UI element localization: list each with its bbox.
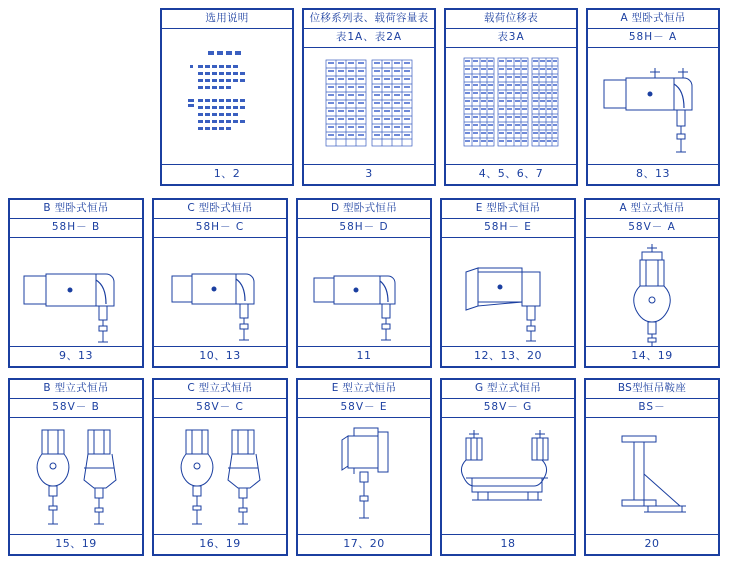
card-figure-vertical-e [298, 418, 430, 534]
card-footer: 18 [442, 534, 574, 554]
card-displacement-series-table[interactable] [302, 8, 436, 186]
card-type-d-horizontal[interactable] [296, 198, 432, 368]
card-figure-vertical-c [154, 418, 286, 534]
card-header: E 型卧式恒吊 [442, 200, 574, 219]
card-figure-vertical-g [442, 418, 574, 534]
card-selection-notes[interactable] [160, 8, 294, 186]
card-footer: 17、20 [298, 534, 430, 554]
card-subheader: 58V－ B [10, 399, 142, 418]
card-footer: 1、2 [162, 164, 292, 184]
card-header: BS型恒吊鞍座 [586, 380, 718, 399]
card-subheader: 58H－ C [154, 219, 286, 238]
card-figure-horizontal-c [154, 238, 286, 346]
card-footer: 11 [298, 346, 430, 366]
card-figure-text-block [162, 29, 292, 164]
card-header: E 型立式恒吊 [298, 380, 430, 399]
card-subheader: 表1A、表2A [304, 29, 434, 48]
card-header: A 型立式恒吊 [586, 200, 718, 219]
card-figure-vertical-b [10, 418, 142, 534]
card-type-e-horizontal[interactable] [440, 198, 576, 368]
card-subheader: 58V－ G [442, 399, 574, 418]
card-subheader: 58H－ D [298, 219, 430, 238]
card-subheader: 58V－ A [586, 219, 718, 238]
card-row-1 [160, 8, 720, 186]
card-figure-horizontal-d [298, 238, 430, 346]
card-footer: 16、19 [154, 534, 286, 554]
card-figure-saddle [586, 418, 718, 534]
card-header: 位移系列表、载荷容量表 [304, 10, 434, 29]
card-subheader: 58H－ A [588, 29, 718, 48]
card-subheader: 58V－ C [154, 399, 286, 418]
card-figure-horizontal-a [588, 48, 718, 164]
card-subheader: 表3A [446, 29, 576, 48]
card-type-c-horizontal[interactable] [152, 198, 288, 368]
card-footer: 20 [586, 534, 718, 554]
card-bs-saddle[interactable] [584, 378, 720, 556]
card-figure-tables-3 [446, 48, 576, 164]
card-header: D 型卧式恒吊 [298, 200, 430, 219]
card-header: G 型立式恒吊 [442, 380, 574, 399]
card-footer: 14、19 [586, 346, 718, 366]
card-type-g-vertical[interactable] [440, 378, 576, 556]
card-header: C 型卧式恒吊 [154, 200, 286, 219]
card-row-3 [8, 378, 720, 556]
card-footer: 8、13 [588, 164, 718, 184]
card-type-a-vertical[interactable] [584, 198, 720, 368]
card-subheader: 58H－ B [10, 219, 142, 238]
card-header: 载荷位移表 [446, 10, 576, 29]
card-header: 选用说明 [162, 10, 292, 29]
card-footer: 15、19 [10, 534, 142, 554]
card-footer: 4、5、6、7 [446, 164, 576, 184]
card-header: B 型立式恒吊 [10, 380, 142, 399]
card-type-b-horizontal[interactable] [8, 198, 144, 368]
card-header: B 型卧式恒吊 [10, 200, 142, 219]
card-figure-horizontal-e [442, 238, 574, 346]
card-footer: 12、13、20 [442, 346, 574, 366]
card-subheader: BS－ [586, 399, 718, 418]
card-row-2 [8, 198, 720, 368]
card-type-c-vertical[interactable] [152, 378, 288, 556]
card-type-e-vertical[interactable] [296, 378, 432, 556]
card-header: C 型立式恒吊 [154, 380, 286, 399]
card-figure-horizontal-b [10, 238, 142, 346]
card-footer: 10、13 [154, 346, 286, 366]
card-type-b-vertical[interactable] [8, 378, 144, 556]
card-footer: 3 [304, 164, 434, 184]
card-figure-tables-2 [304, 48, 434, 164]
card-load-displacement-table[interactable] [444, 8, 578, 186]
card-type-a-horizontal[interactable] [586, 8, 720, 186]
card-figure-vertical-a [586, 238, 718, 346]
card-subheader: 58V－ E [298, 399, 430, 418]
card-header: A 型卧式恒吊 [588, 10, 718, 29]
card-footer: 9、13 [10, 346, 142, 366]
card-subheader: 58H－ E [442, 219, 574, 238]
